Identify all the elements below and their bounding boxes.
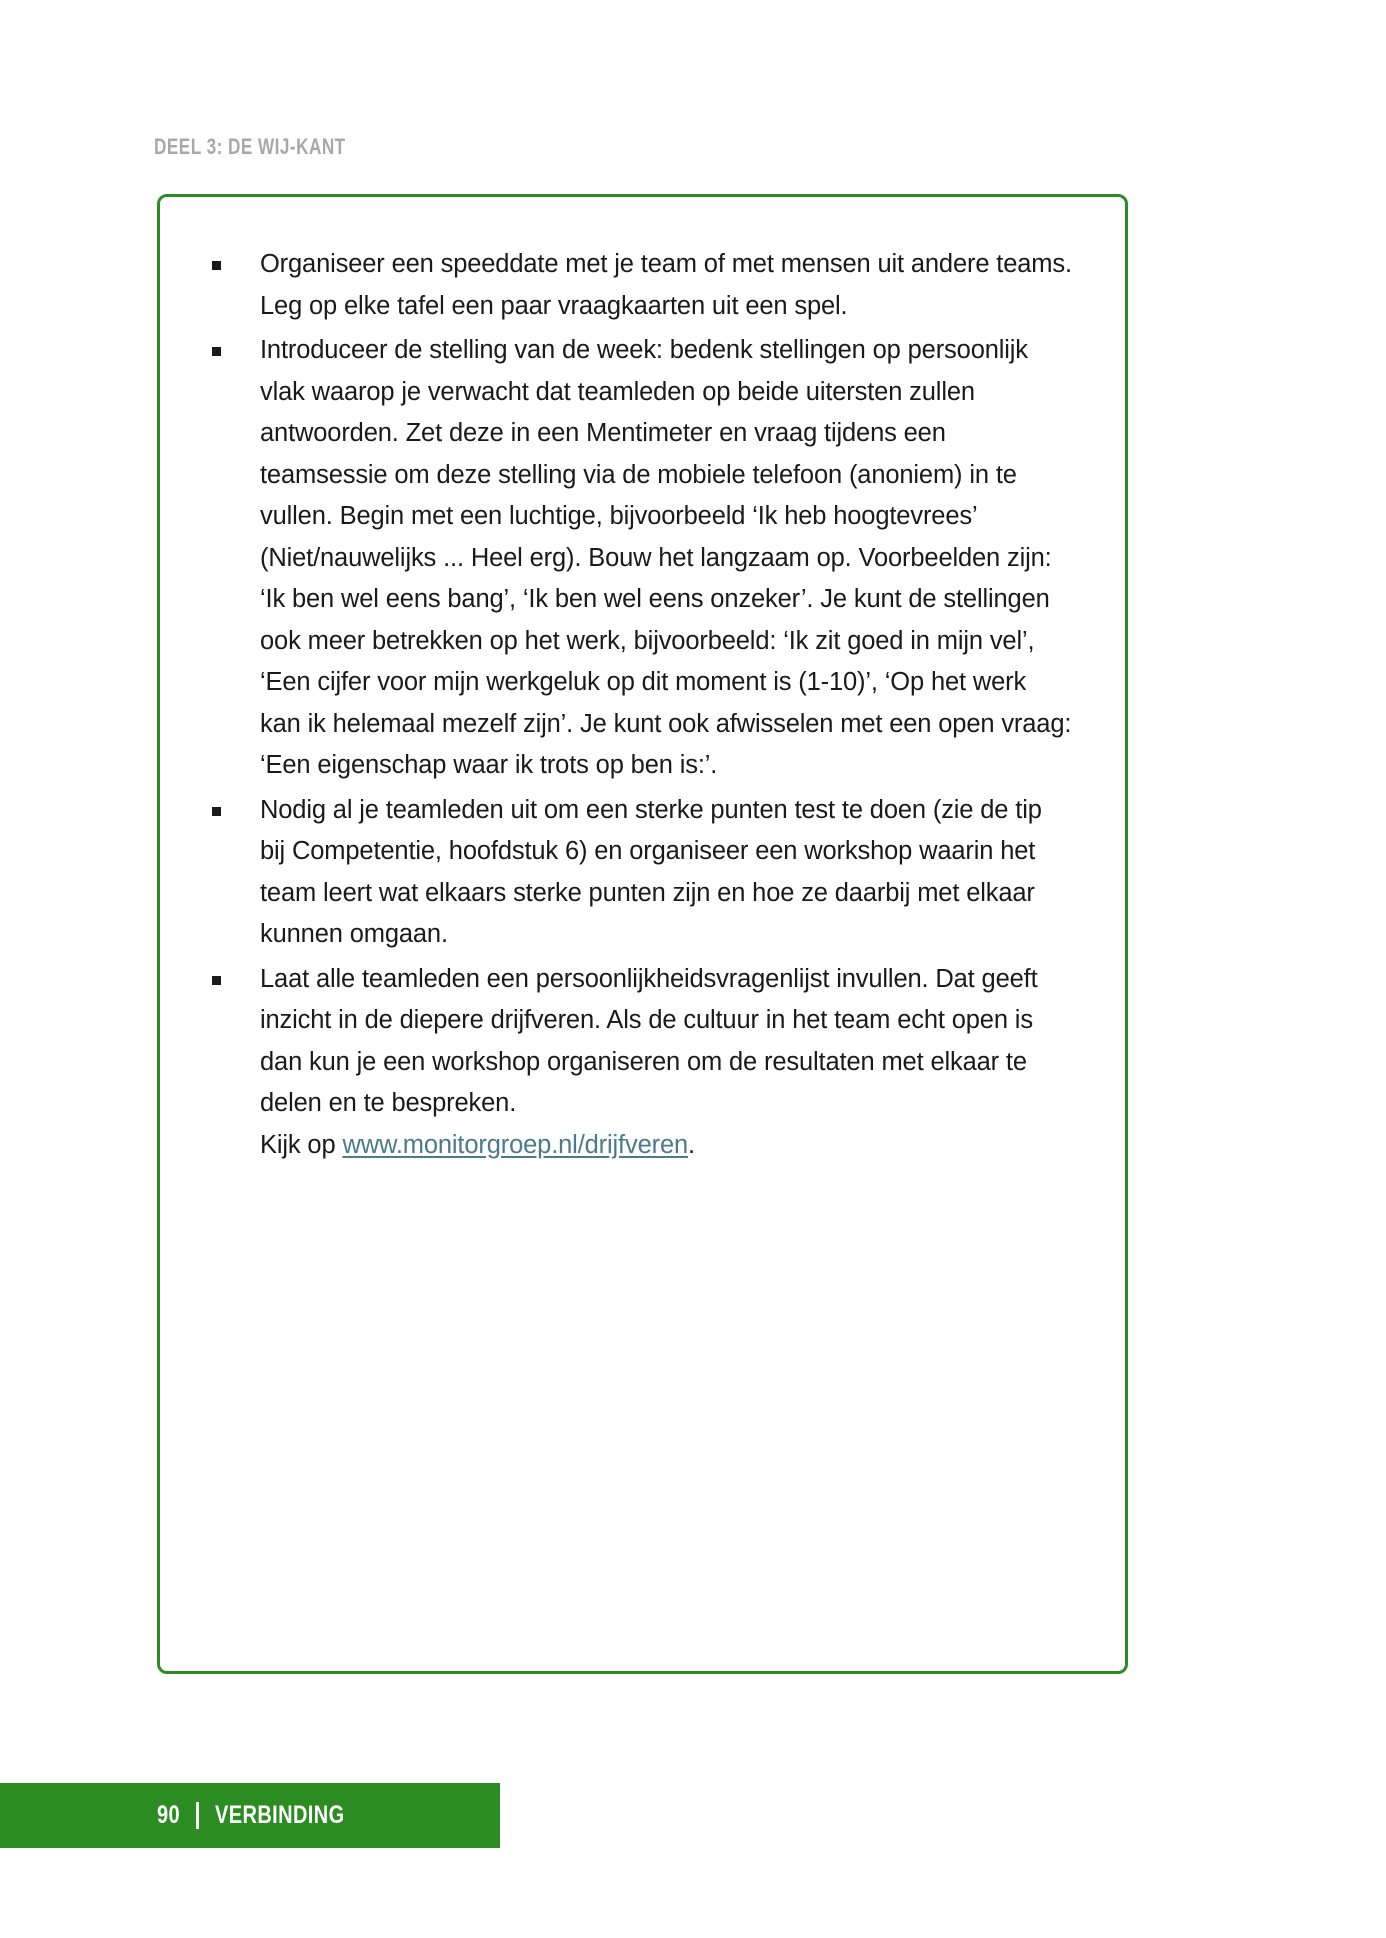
list-item (206, 959, 1073, 1167)
running-header: DEEL 3: DE WIJ-KANT (154, 134, 346, 159)
footer-content (157, 1801, 377, 1830)
tip-link-line (260, 1125, 1073, 1167)
footer-page-number: 90 (157, 1801, 181, 1829)
tip-link-suffix: . (688, 1130, 695, 1159)
tip-text: Laat alle teamleden een persoonlijkheidsvragenlijst invullen. Dat geeft inzicht in de diepere drijfveren. Als de cultuur in het team echt open is dan kun je een workshop organiseren om de resultaten met elkaar te delen en te bespreken. (260, 964, 1038, 1117)
list-item (206, 244, 1073, 327)
tips-content-box (157, 194, 1128, 1674)
page-footer (0, 1783, 500, 1848)
tip-link-prefix: Kijk op (260, 1130, 343, 1159)
tip-text: Nodig al je teamleden uit om een sterke punten test te doen (zie de tip bij Competentie, hoofdstuk 6) en organiseer een workshop waarin het team leert wat elkaars sterke punten zijn en hoe ze daarbij met elkaar kunnen omgaan. (260, 795, 1042, 948)
footer-section-label: VERBINDING (214, 1801, 345, 1829)
footer-divider (196, 1802, 199, 1829)
monitorgroep-drijfveren-link[interactable]: www.monitorgroep.nl/drijfveren (342, 1130, 689, 1159)
tip-text: Organiseer een speeddate met je team of met mensen uit andere teams. Leg op elke tafel een paar vraagkaarten uit een spel. (260, 250, 1072, 320)
tip-text: Introduceer de stelling van de week: bedenk stellingen op persoonlijk vlak waarop je verwacht dat teamleden op beide uitersten zullen antwoorden. Zet deze in een Mentimeter en vraag tijdens een teamsessie om deze stelling via de mobiele telefoon (anoniem) in te vullen. Begin met een luchtige, bijvoorbeeld ‘Ik heb hoogtevrees’ (Niet/nauwelijks ... Heel erg). Bouw het langzaam op. Voorbeelden zijn: ‘Ik ben wel eens bang’, ‘Ik ben wel eens onzeker’. Je kunt de stellingen ook meer betrekken op het werk, bijvoorbeeld: ‘Ik zit goed in mijn vel’, ‘Een cijfer voor mijn werkgeluk op dit moment is (1-10)’, ‘Op het werk kan ik helemaal mezelf zijn’. Je kunt ook afwisselen met een open vraag: ‘Een eigenschap waar ik trots op ben is:’. (260, 336, 1072, 779)
list-item (206, 330, 1073, 787)
list-item (206, 790, 1073, 956)
tips-list (160, 197, 1125, 1166)
